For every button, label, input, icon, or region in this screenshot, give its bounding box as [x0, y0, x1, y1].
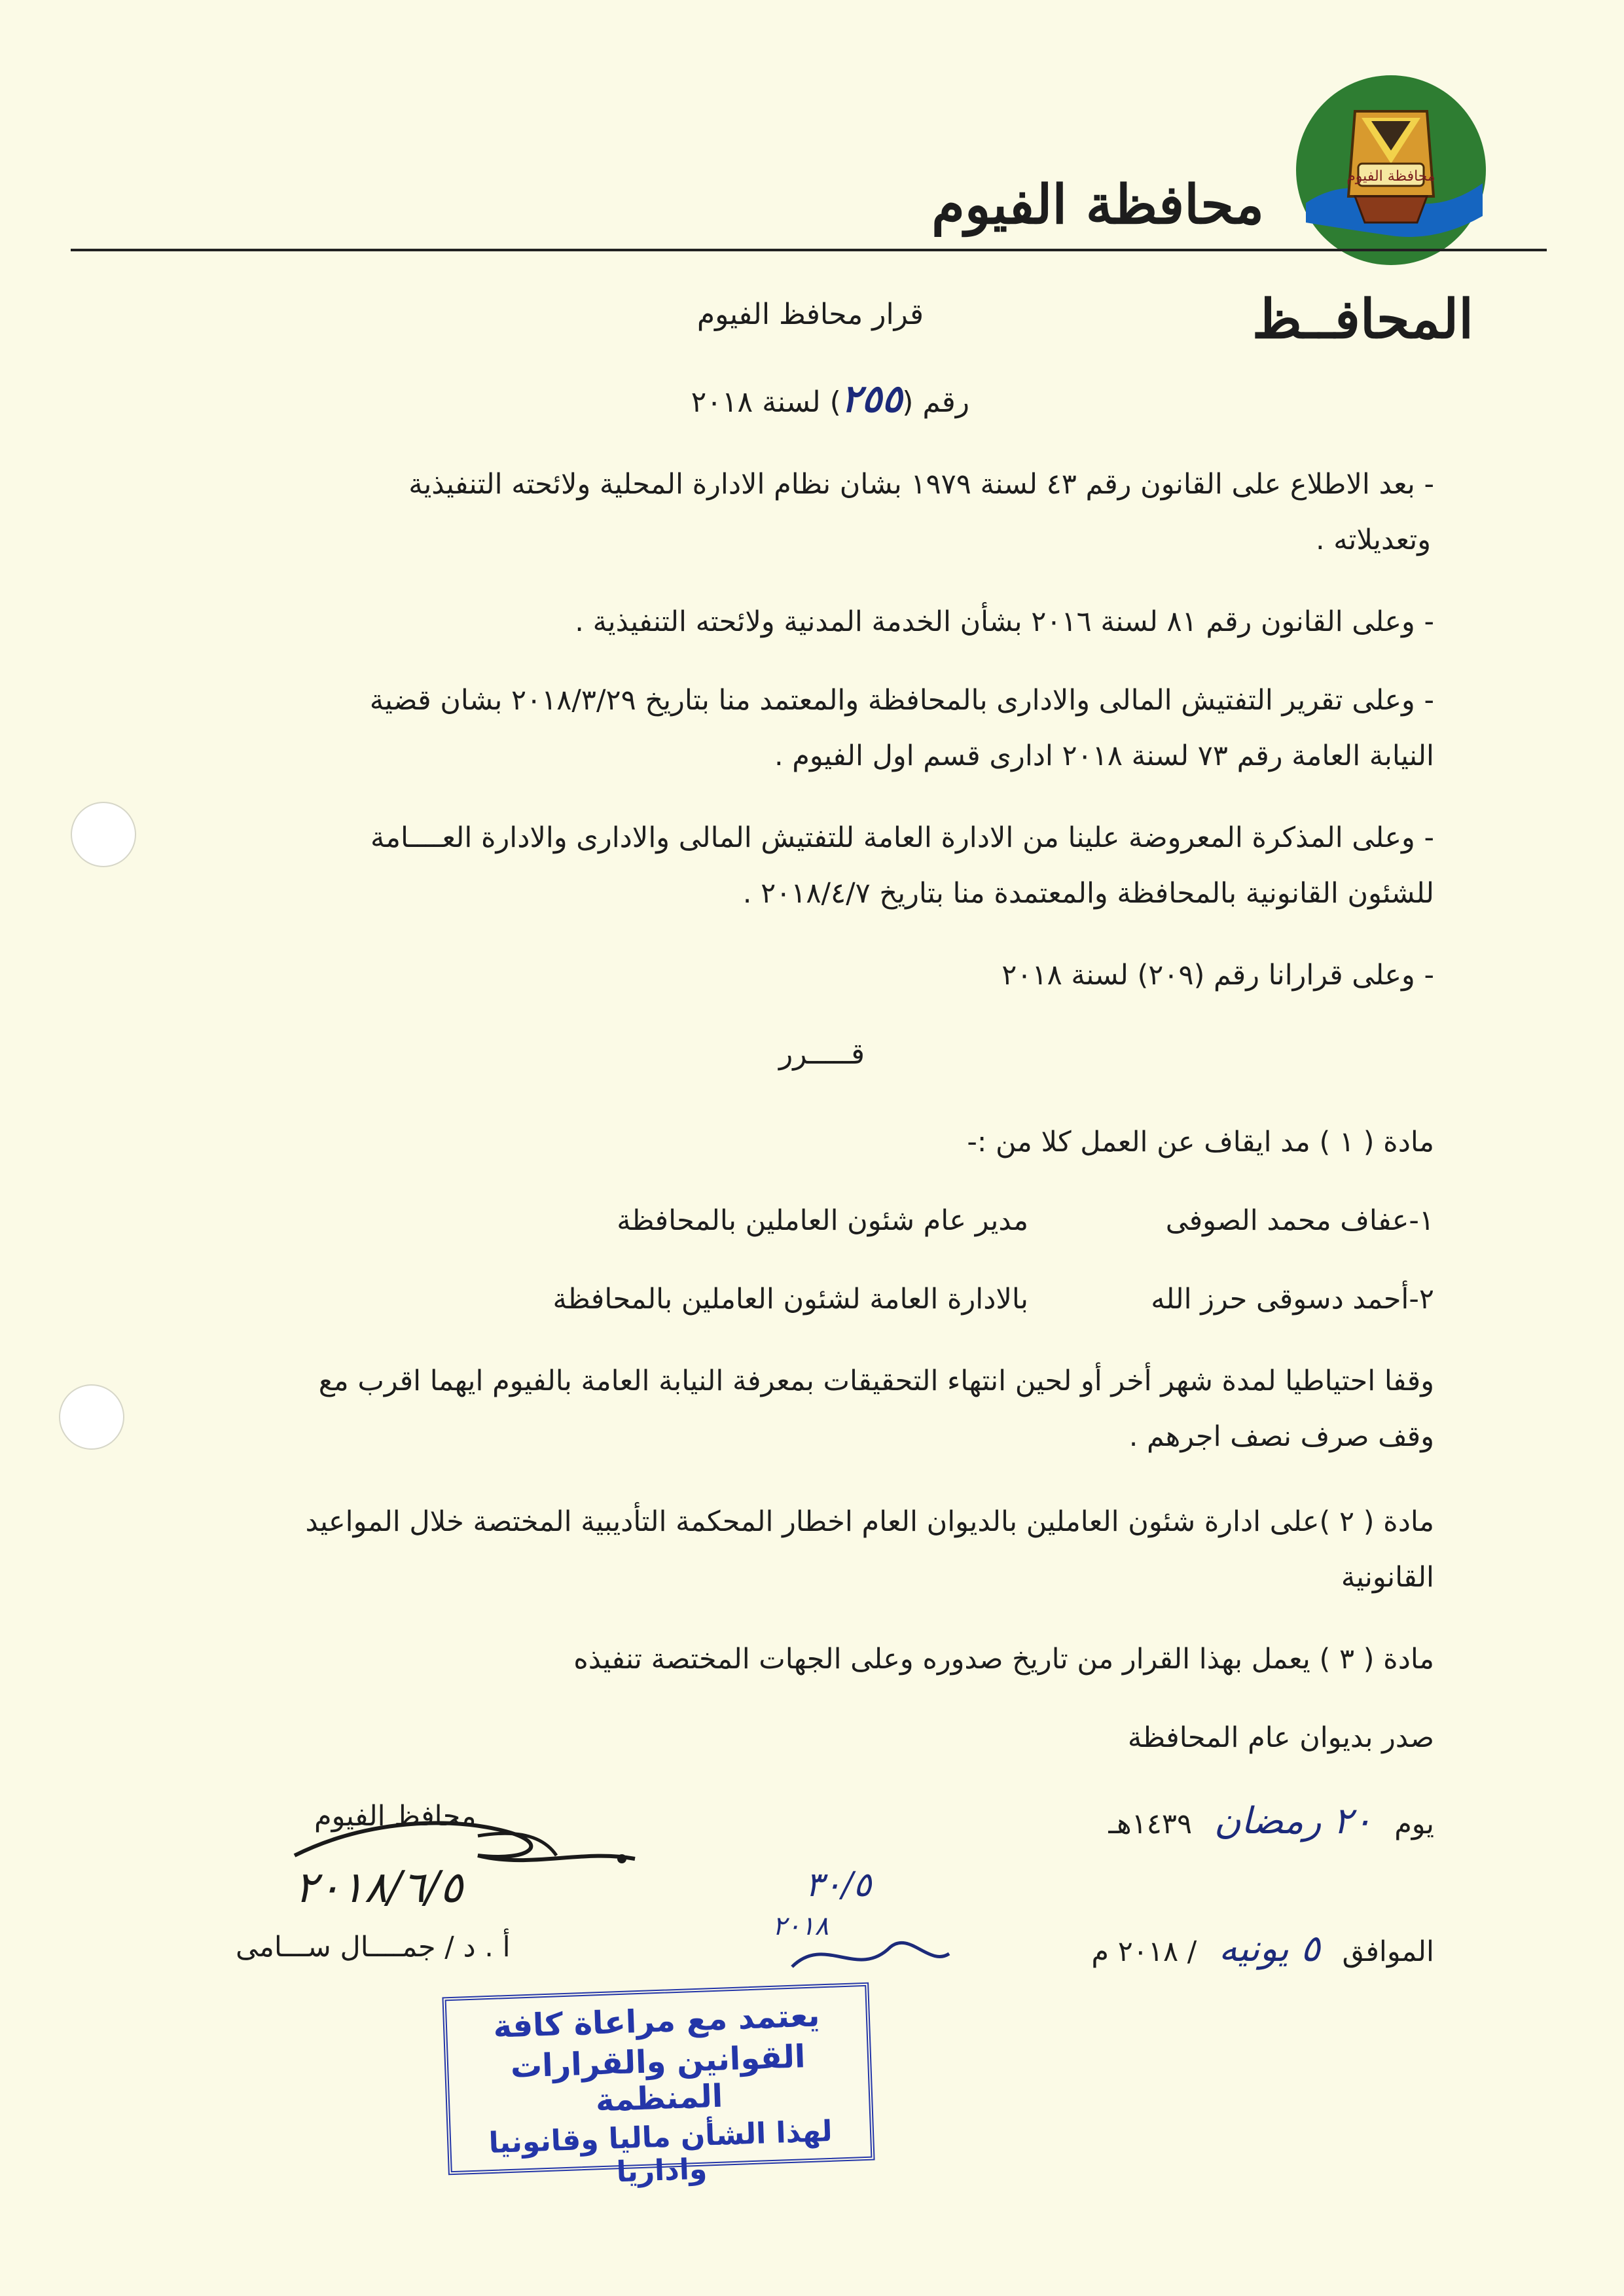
person-2-position: بالادارة العامة لشئون العاملين بالمحافظة — [552, 1283, 1028, 1316]
decided-heading: قـــــرر — [778, 1037, 865, 1071]
article-2-line1: مادة ( ٢ )على ادارة شئون العاملين بالديوان العام اخطار المحكمة التأديبية المختصة خلال المواعيد — [305, 1505, 1434, 1538]
greg-prefix: الموافق — [1342, 1935, 1434, 1968]
person-2-name: ٢-أحمد دسوقى حرز الله — [1151, 1283, 1434, 1316]
article-1-note-line1: وقفا احتياطيا لمدة شهر أخر أو لحين انتهاء التحقيقات بمعرفة النيابة العامة بالفيوم ايهما اقرب مع — [318, 1365, 1434, 1397]
stamp-line-2: القوانين والقرارات المنظمة — [509, 2038, 806, 2119]
punch-hole-top — [71, 802, 136, 867]
preamble-5: - وعلى قرارانا رقم (٢٠٩) لسنة ٢٠١٨ — [1001, 959, 1434, 992]
office-title: المحافــظ — [1252, 288, 1473, 351]
stamp-line-1: يعتمد مع مراعاة كافة — [492, 1997, 821, 2045]
governorate-logo — [1293, 72, 1489, 268]
signature-title: محافظ الفيوم — [314, 1800, 477, 1833]
decision-title: قرار محافظ الفيوم — [696, 298, 924, 331]
handwritten-note-line1: ٣٠/٥ — [805, 1865, 872, 1905]
person-1-position: مدير عام شئون العاملين بالمحافظة — [617, 1204, 1028, 1237]
emblem-icon — [1293, 72, 1489, 268]
preamble-2: - وعلى القانون رقم ٨١ لسنة ٢٠١٦ بشأن الخدمة المدنية ولائحته التنفيذية . — [575, 605, 1434, 638]
signatory-name: أ . د / جمــــال ســـامى — [236, 1931, 511, 1964]
article-1-heading: مادة ( ١ ) مد ايقاف عن العمل كلا من :- — [967, 1126, 1434, 1158]
preamble-1-line2: وتعديلاته . — [1315, 524, 1431, 556]
decision-number-handwritten: ٢٥٥ — [840, 376, 903, 421]
decision-number-prefix: رقم ( — [902, 386, 969, 419]
svg-text:محافظة الفيوم: محافظة الفيوم — [1346, 168, 1435, 185]
issued-at: صدر بديوان عام المحافظة — [1127, 1721, 1434, 1754]
preamble-1-line1: - بعد الاطلاع على القانون رقم ٤٣ لسنة ١٩٧٩ بشان نظام الادارة المحلية ولائحته التنفيذية — [408, 468, 1434, 501]
hijri-year: ١٤٣٩هـ — [1108, 1808, 1193, 1840]
signature-handwritten-date: ٢٠١٨/٦/٥ — [295, 1862, 463, 1912]
stamp-line-3: لهذا الشأن ماليا وقانونيا واداريا — [488, 2114, 833, 2189]
decision-number-suffix: ) لسنة ٢٠١٨ — [691, 386, 841, 419]
decision-number — [691, 376, 969, 421]
approval-stamp — [442, 1982, 875, 2189]
person-1-name: ١-عفاف محمد الصوفى — [1165, 1204, 1434, 1237]
greg-handwritten: ٥ يونيه — [1218, 1928, 1320, 1970]
preamble-3-line1: - وعلى تقرير التفتيش المالى والادارى بالمحافظة والمعتمد منا بتاريخ ٢٠١٨/٣/٢٩ بشان قضية — [369, 684, 1434, 717]
hijri-date — [1108, 1800, 1434, 1842]
handwritten-note-line2: ٢٠١٨ — [772, 1911, 829, 1941]
header-divider — [71, 249, 1547, 251]
governorate-name: محافظة الفيوم — [931, 173, 1264, 236]
greg-year: / ٢٠١٨ م — [1091, 1935, 1197, 1968]
preamble-4-line2: للشئون القانونية بالمحافظة والمعتمدة منا بتاريخ ٢٠١٨/٤/٧ . — [742, 877, 1434, 910]
hijri-prefix: يوم — [1394, 1808, 1434, 1840]
article-3: مادة ( ٣ ) يعمل بهذا القرار من تاريخ صدوره وعلى الجهات المختصة تنفيذه — [573, 1643, 1434, 1676]
hijri-handwritten: ٢٠ رمضان — [1214, 1800, 1373, 1842]
preamble-3-line2: النيابة العامة رقم ٧٣ لسنة ٢٠١٨ ادارى قسم اول الفيوم . — [774, 740, 1434, 772]
punch-hole-bottom — [59, 1384, 124, 1450]
initials-scribble-icon — [785, 1928, 956, 1986]
gregorian-date — [1091, 1928, 1434, 1970]
article-2-line2: القانونية — [1341, 1561, 1434, 1594]
preamble-4-line1: - وعلى المذكرة المعروضة علينا من الادارة العامة للتفتيش المالى والادارى والادارة العــــامة — [370, 821, 1434, 854]
article-1-note-line2: وقف صرف نصف اجرهم . — [1128, 1420, 1434, 1453]
